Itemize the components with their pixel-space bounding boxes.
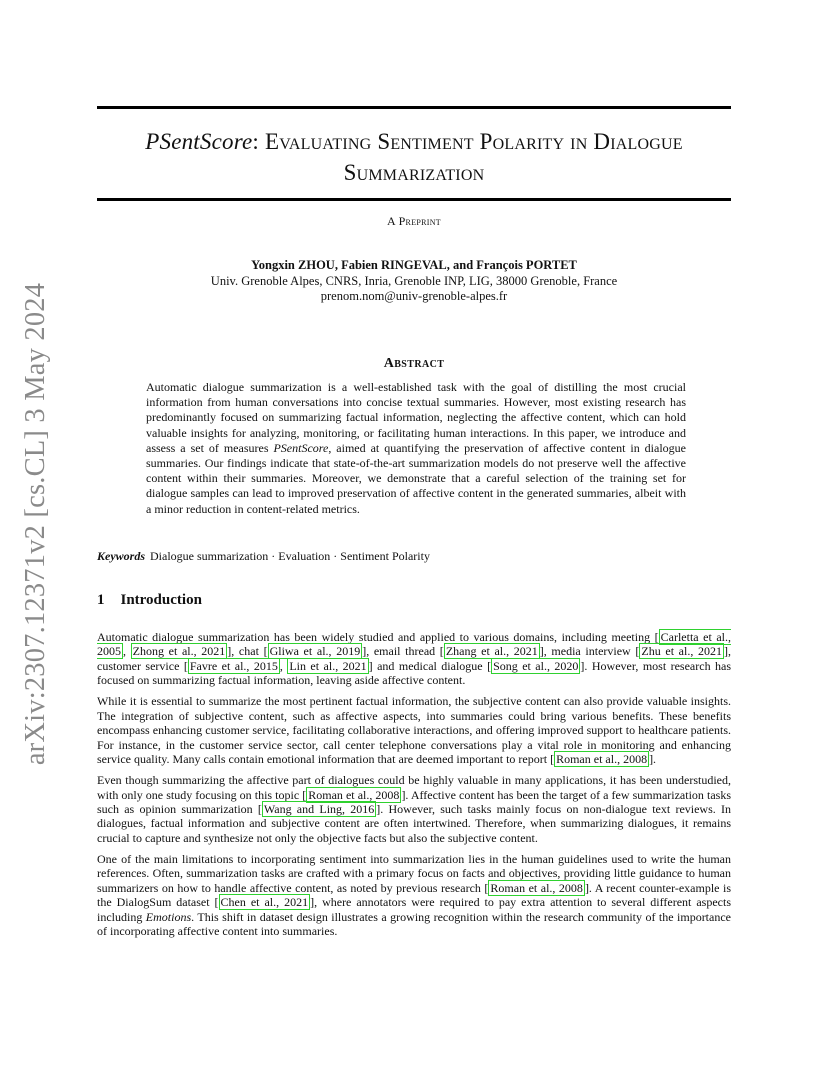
section-number: 1 [97, 592, 105, 608]
keywords-text: Dialogue summarization · Evaluation · Sentiment Polarity [150, 549, 430, 563]
citation-link[interactable]: Roman et al., 2008 [308, 787, 400, 802]
text: , [279, 658, 288, 673]
section-heading [97, 592, 202, 609]
citation-link[interactable]: Zhang et al., 2021 [445, 644, 538, 659]
text: ] and medical dialogue [ [368, 658, 492, 673]
author-email[interactable]: prenom.nom@univ-grenoble-alpes.fr [320, 289, 508, 303]
citation-link[interactable]: Wang and Ling, 2016 [263, 802, 375, 817]
section-title: Introduction [120, 592, 202, 608]
citation-link[interactable]: Lin et al., 2021 [289, 658, 367, 673]
citation-link[interactable]: Roman et al., 2008 [490, 880, 583, 895]
citation-link[interactable]: Chen et al., 2021 [220, 895, 309, 910]
arxiv-stamp-text: arXiv:2307.12371v2 [cs.CL] 3 May 2024 [20, 282, 51, 766]
emphasis: Emotions [145, 909, 192, 924]
title-colon: : [252, 129, 260, 154]
citation-link[interactable]: Gliwa et al., 2019 [269, 644, 361, 659]
title-bottom-rule [97, 198, 731, 201]
keywords-line [97, 549, 731, 564]
text: ]. Affective content has been the target of a few summarization tasks such as opinion summarization [ [97, 787, 732, 817]
text: ], customer service [ [97, 644, 731, 673]
text: ], email thread [ [362, 644, 444, 659]
citation-link[interactable]: Song et al., 2020 [493, 658, 579, 673]
text: ]. [649, 752, 657, 767]
paragraph-3 [97, 773, 731, 845]
keywords-label: Keywords [97, 549, 145, 563]
text: ]. However, most research has focused on summarizing factual information, leaving aside affective content. [97, 658, 732, 688]
text: ], where annotators were required to pay extra attention to several different aspects including [97, 895, 732, 924]
abstract-heading: Abstract [383, 356, 445, 371]
paragraph-1 [97, 630, 731, 688]
author-block [97, 258, 731, 305]
arxiv-stamp [18, 282, 54, 766]
citation-link[interactable]: Zhu et al., 2021 [641, 644, 722, 659]
text: Automatic dialogue summarization has been widely studied and applied to various domains, including meeting [ [97, 630, 659, 644]
text: , [123, 644, 131, 659]
abstract-part-b: , aimed at quantifying the preservation of affective content in dialogue summaries. Our findings indicate that state-of-the-art summarization models do not preserve well the affective content within their summaries. Moreover, we demonstrate that a careful selection of the training set for dialogue samples can lead to improved preservation of affective content in the generated summaries, albeit with a minor reduction in content-related metrics. [146, 440, 686, 516]
text: One of the main limitations to incorporating sentiment into summarization lies in the human guidelines used to write the human references. Often, summarization tasks are crafted with a primary focus on facts and objectives, providing little guidance to human summarizers on how to handle affective content, as noted by previous research [ [97, 852, 731, 895]
text: ], media interview [ [539, 644, 640, 659]
text: ], chat [ [227, 644, 268, 659]
author-names: Yongxin ZHOU, Fabien RINGEVAL, and François PORTET [251, 258, 577, 272]
paragraph-2 [97, 694, 731, 766]
text: . This shift in dataset design illustrates a growing recognition within the research community of the importance of incorporating affective content into summaries. [97, 909, 731, 939]
title-italic: PSentScore [145, 129, 253, 154]
paragraph-4 [97, 852, 731, 938]
citation-link[interactable]: Favre et al., 2015 [189, 658, 278, 673]
title-top-rule [97, 106, 731, 109]
paper-title [97, 126, 731, 188]
title-line2: Summarization [343, 160, 485, 185]
text: ]. However, such tasks mainly focus on non-dialogue text reviews. In dialogues, factual information and subjective content are often intertwined. Therefore, when summarizing dialogues, it remains crucial to capture and synthesize not only the objective facts but also the subjective content. [97, 802, 731, 845]
citation-link[interactable]: Roman et al., 2008 [556, 752, 648, 767]
text: ]. A recent counter-example is the DialogSum dataset [ [97, 880, 732, 910]
abstract-emphasis: PSentScore [273, 440, 329, 455]
abstract-text [146, 380, 686, 517]
author-affiliation: Univ. Grenoble Alpes, CNRS, Inria, Grenoble INP, LIG, 38000 Grenoble, France [210, 273, 618, 288]
introduction-body [97, 630, 731, 945]
citation-link[interactable]: Carletta et al., 2005 [97, 630, 731, 659]
title-rest: Evaluating Sentiment Polarity in Dialogue [259, 129, 683, 154]
citation-link[interactable]: Zhong et al., 2021 [132, 644, 226, 659]
preprint-label: A Preprint [386, 214, 441, 228]
abstract-part-a: Automatic dialogue summarization is a well-established task with the goal of distilling the most crucial information from human conversations into concise textual summaries. However, most existing research has predominantly focused on summarizing factual information, neglecting the affective content, which can hold valuable insights for analyzing, monitoring, or facilitating human interactions. In this paper, we introduce and assess a set of measures [146, 380, 686, 455]
text: While it is essential to summarize the most pertinent factual information, the subjective content can also provide valuable insights. The integration of subjective content, such as affective aspects, into summaries could bring various benefits. These benefits encompass enhancing customer service, facilitating collaborative interactions, and offering improved support to healthcare patients. For instance, in the customer service sector, call center telephone conversations play a vital role in monitoring and enhancing service quality. Many calls contain emotional information that are deemed important to report [ [97, 694, 731, 767]
text: Even though summarizing the affective part of dialogues could be highly valuable in many applications, it has been understudied, with only one study focusing on this topic [ [97, 773, 731, 802]
